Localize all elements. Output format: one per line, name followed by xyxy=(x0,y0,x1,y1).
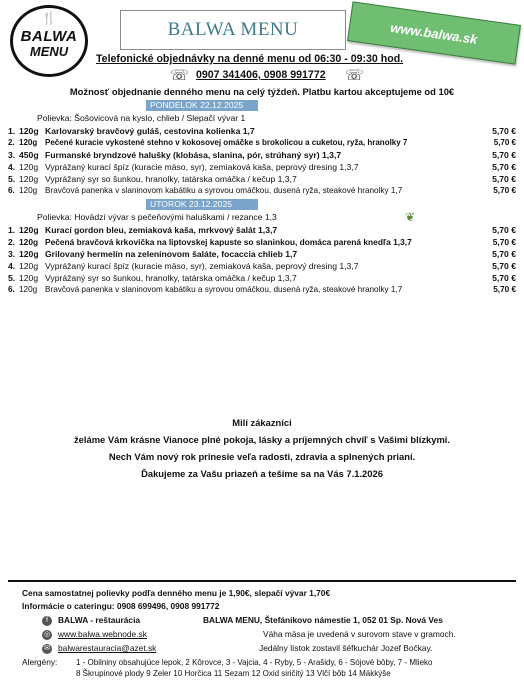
chef-note: Jedálny lístok zostavil šéfkuchár Jozef Bočkay. xyxy=(259,643,433,653)
weight-note: Váha mäsa je uvedená v surovom stave v gramoch. xyxy=(263,629,456,639)
greeting-line: Nech Vám nový rok prinesie veľa radosti, zdravia a splnených prianí. xyxy=(108,451,416,462)
address: BALWA MENU, Štefánikovo námestie 1, 052 01 Sp. Nová Ves xyxy=(203,615,443,625)
telephone-orders-line: Telefonické objednávky na denné menu od 06:30 - 09:30 hod. xyxy=(96,53,404,65)
soup-tuesday: Polievka: Hovädzí vývar s pečeňovými haluškami / rezance 1,3 xyxy=(37,212,277,222)
logo-line1: BALWA xyxy=(20,28,78,45)
web-badge-text: www.balwa.sk xyxy=(389,19,479,47)
menu-item: 6. 120g Bravčová panenka v slaninovom kabátiku a syrovou omáčkou, dusená ryža, steakové hranolky 1,7 5,70 € xyxy=(8,285,516,294)
order-note: Možnosť objednanie denného menu na celý týždeň. Platbu kartou akceptujeme od 10€ xyxy=(69,86,455,97)
soup-price-note: Cena samostatnej polievky podľa denného menu je 1,90€, slepačí vývar 1,70€ xyxy=(22,588,331,598)
restaurant-icon: f xyxy=(42,616,52,626)
greeting-line: Milí zákazníci xyxy=(232,417,292,428)
menu-title-box xyxy=(120,10,346,50)
web-icon: ◎ xyxy=(43,631,51,638)
menu-item: 3. 450g Furmanské bryndzové halušky (klobása, slanina, pór, strúhaný syr) 1,3,7 5,70 € xyxy=(8,150,516,160)
balwa-logo xyxy=(10,5,88,77)
logo-line2: MENU xyxy=(29,44,69,59)
phone-icon: ☏ xyxy=(170,67,189,84)
allergens-label: Alergény: xyxy=(22,657,58,667)
menu-item: 3. 120g Grilovaný hermelín na zeleninovom šaláte, focaccia chlieb 1,7 5,70 € xyxy=(8,249,516,259)
greeting-line: Ďakujeme za Vašu priazeň a tešíme sa na Vás 7.1.2026 xyxy=(141,468,383,479)
allergens-line2: 8 Škrupinové plody 9 Zeler 10 Horčica 11 Sezam 12 Oxid siričitý 13 Vlčí bôb 14 Mäkkýše xyxy=(76,669,391,678)
utensils-icon: 🍴 xyxy=(41,11,57,25)
phone-numbers[interactable]: 0907 341406, 0908 991772 xyxy=(196,69,326,81)
soup-monday: Polievka: Šošovicová na kyslo, chlieb / Slepačí vývar 1 xyxy=(37,113,246,123)
phone-icon-right: ☏ xyxy=(345,67,364,84)
day-header-tuesday: UTOROK 23.12.2025 xyxy=(146,199,258,210)
menu-item: 1. 120g Kurací gordon bleu, zemiaková kaša, mrkvový šalát 1,3,7 5,70 € xyxy=(8,225,516,235)
menu-item: 1. 120g Karlovarský bravčový guláš, cestovina kolienka 1,7 5,70 € xyxy=(8,126,516,136)
menu-item: 2. 120g Pečené kuracie vykostené stehno v kokosovej omáčke s brokolicou a cuketou, ryža, hranolky 7 5,70 € xyxy=(8,138,516,147)
menu-item: 6. 120g Bravčová panenka v slaninovom kabátiku a syrovou omáčkou, dusená ryža, steakové hranolky 1,7 5,70 € xyxy=(8,186,516,195)
footer-divider xyxy=(8,580,516,582)
greeting-line: želáme Vám krásne Vianoce plné pokoja, lásky a príjemných chvíľ s Vašimi blízkymi. xyxy=(73,434,450,445)
allergens-line1: 1 - Obilniny obsahujúce lepok, 2 Kôrovce, 3 - Vajcia, 4 - Ryby, 5 - Arašidy, 6 - Sójové bôby, 7 - Mlieko xyxy=(76,658,433,667)
restaurant-name: BALWA - reštaurácia xyxy=(58,615,141,625)
herb-icon: ❦ xyxy=(405,210,416,224)
catering-info: Informácie o cateringu: 0908 699496, 0908 991772 xyxy=(22,601,220,611)
menu-title: BALWA MENU xyxy=(167,19,299,40)
day-header-monday: PONDELOK 22.12.2025 xyxy=(146,100,258,111)
email-icon: ✉ xyxy=(42,644,52,654)
menu-item: 4. 120g Vyprážaný kurací špíz (kuracie mäso, syr), zemiaková kaša, peprový dresing 1,3,7 5,70 € xyxy=(8,162,516,172)
menu-item: 4. 120g Vyprážaný kurací špíz (kuracie mäso, syr), zemiaková kaša, peprový dresing 1,3,7 5,70 € xyxy=(8,261,516,271)
menu-item: 5. 120g Vyprážaný syr so šunkou, hranolky, tatárska omáčka / kečup 1,3,7 5,70 € xyxy=(8,273,516,283)
email-link[interactable]: balwarestauracia@azet.sk xyxy=(58,643,157,653)
menu-item: 5. 120g Vyprážaný syr so šunkou, hranolky, tatárska omáčka / kečup 1,3,7 5,70 € xyxy=(8,174,516,184)
menu-item: 2. 120g Pečená bravčová krkovička na liptovskej kapuste so slaninkou, domáca parená knedľa 1,3,7 5,70 € xyxy=(8,237,516,247)
web-link[interactable]: www.balwa.webnode.sk xyxy=(58,629,147,639)
